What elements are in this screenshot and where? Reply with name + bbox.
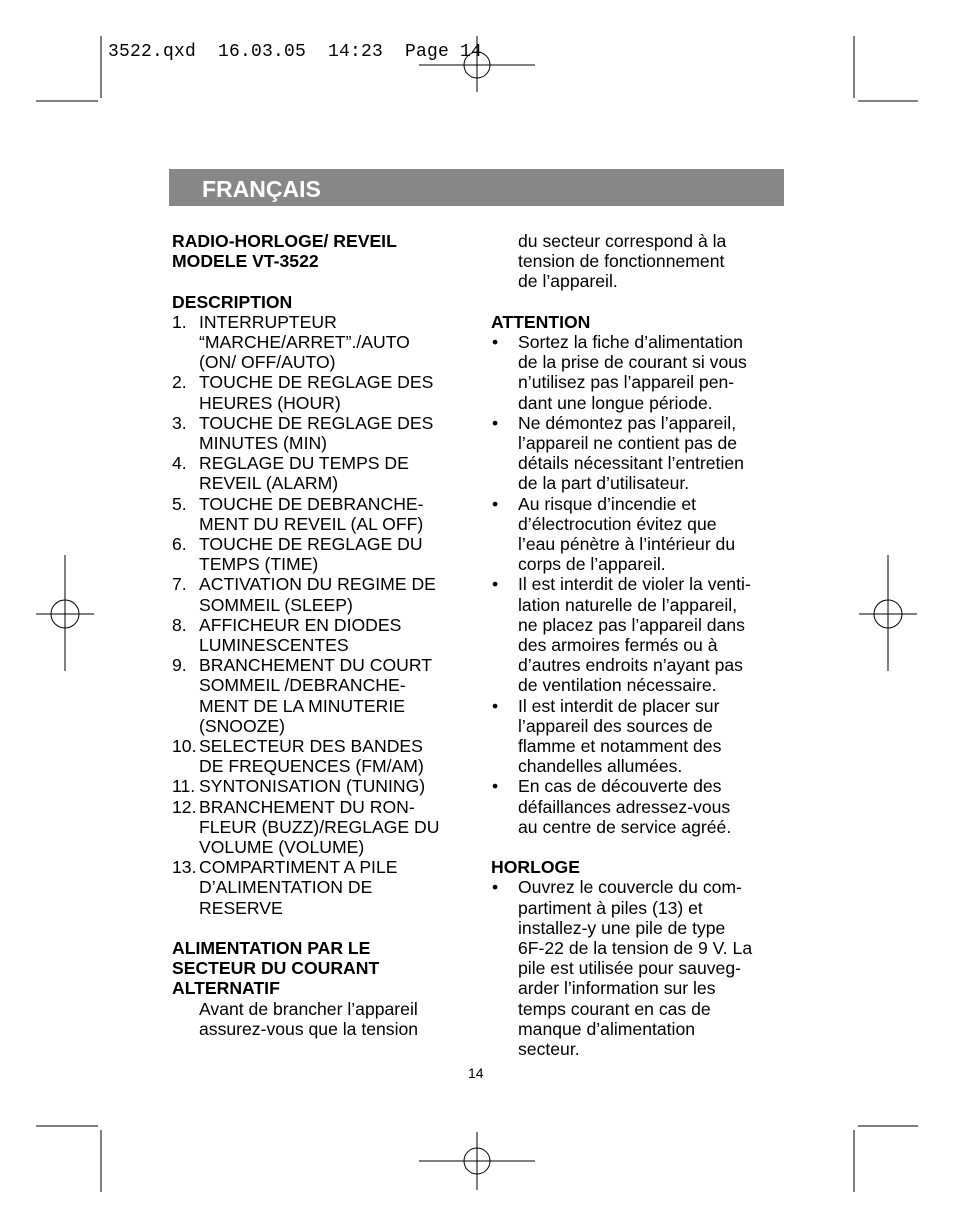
bullet-icon: • [492, 574, 499, 595]
item-text: INTERRUPTEUR “MARCHE/ARRET”./AUTO (ON/ OFF/AUTO) [199, 311, 410, 373]
description-item [172, 494, 462, 534]
description-list [172, 312, 462, 918]
description-item [172, 413, 462, 453]
bullet-text: Ouvrez le couvercle du com- partiment à piles (13) et installez-y une pile de type 6F-22 de la tension de 9 V. La pile est utilisée pour sauveg- arder l’information sur les temps courant en cas de manque d’alimentation secteur. [518, 877, 753, 1060]
item-text: COMPARTIMENT A PILE D’ALIMENTATION DE RESERVE [199, 857, 398, 918]
language-title: FRANÇAIS [202, 176, 321, 202]
attention-item [491, 696, 791, 777]
bullet-text: Sortez la fiche d’alimentation de la prise de courant si vous n’utilisez pas l’appareil pen- dant une longue période. [518, 332, 747, 413]
item-number: 13. [172, 857, 197, 878]
description-item [172, 615, 462, 655]
item-text: BRANCHEMENT DU RON- FLEUR (BUZZ)/REGLAGE DU VOLUME (VOLUME) [199, 796, 440, 858]
item-text: ACTIVATION DU REGIME DE SOMMEIL (SLEEP) [199, 574, 436, 615]
description-item [172, 534, 462, 574]
bullet-icon: • [492, 877, 499, 898]
description-item [172, 857, 462, 918]
item-text: BRANCHEMENT DU COURT SOMMEIL /DEBRANCHE- MENT DE LA MINUTERIE (SNOOZE) [199, 655, 432, 736]
product-title: RADIO-HORLOGE/ REVEIL MODELE VT-3522 [172, 231, 397, 272]
bullet-text: Au risque d’incendie et d’électrocution évitez que l’eau pénètre à l’intérieur du corps de l’appareil. [518, 493, 736, 575]
item-number: 7. [172, 574, 187, 595]
page-number: 14 [468, 1065, 484, 1081]
description-item [172, 453, 462, 493]
description-item [172, 655, 462, 736]
description-item [172, 797, 462, 858]
description-item [172, 736, 462, 776]
item-number: 2. [172, 372, 187, 393]
right-column [491, 231, 791, 1059]
bullet-icon: • [492, 412, 499, 433]
item-text: REGLAGE DU TEMPS DE REVEIL (ALARM) [199, 453, 409, 494]
attention-item [491, 494, 791, 575]
bullet-icon: • [492, 493, 499, 514]
item-number: 4. [172, 453, 187, 474]
attention-item [491, 776, 791, 837]
item-number: 5. [172, 493, 187, 514]
item-number: 6. [172, 534, 187, 555]
item-text: TOUCHE DE DEBRANCHE- MENT DU REVEIL (AL OFF) [199, 493, 424, 534]
bullet-text: Il est interdit de placer sur l’appareil des sources de flamme et notamment des chandelles allumées. [518, 695, 722, 777]
description-item [172, 372, 462, 412]
item-number: 3. [172, 412, 187, 433]
item-number: 11. [172, 776, 196, 797]
bullet-icon: • [492, 695, 499, 716]
item-text: SYNTONISATION (TUNING) [199, 776, 426, 797]
power-text-continued: du secteur correspond à la tension de fonctionnement de l’appareil. [518, 231, 727, 292]
item-number: 12. [172, 796, 197, 817]
attention-heading: ATTENTION [491, 311, 591, 332]
description-item [172, 312, 462, 373]
bullet-text: Il est interdit de violer la venti- lation naturelle de l’appareil, ne placez pas l’appareil dans des armoires fermés ou à d’autres endroits n’ayant pas de ventilation nécessaire. [518, 574, 751, 696]
description-item [172, 776, 462, 796]
clock-list [491, 877, 791, 1059]
description-heading: DESCRIPTION [172, 291, 293, 312]
item-number: 8. [172, 614, 187, 635]
clock-heading: HORLOGE [491, 857, 580, 878]
item-number: 1. [172, 311, 187, 332]
item-text: TOUCHE DE REGLAGE DU TEMPS (TIME) [199, 534, 423, 575]
attention-item [491, 413, 791, 494]
power-text: Avant de brancher l’appareil assurez-vous que la tension [199, 998, 419, 1039]
item-number: 9. [172, 655, 187, 676]
attention-list [491, 332, 791, 837]
item-text: TOUCHE DE REGLAGE DES MINUTES (MIN) [199, 412, 434, 454]
item-number: 10. [172, 736, 197, 757]
item-text: AFFICHEUR EN DIODES LUMINESCENTES [199, 614, 402, 656]
power-heading: ALIMENTATION PAR LE SECTEUR DU COURANT ALTERNATIF [172, 938, 380, 999]
attention-item [491, 332, 791, 413]
item-text: TOUCHE DE REGLAGE DES HEURES (HOUR) [199, 372, 434, 413]
description-item [172, 574, 462, 614]
language-header-bar [169, 169, 784, 206]
attention-item [491, 574, 791, 695]
item-text: SELECTEUR DES BANDES DE FREQUENCES (FM/AM) [199, 736, 424, 777]
bullet-icon: • [492, 332, 499, 352]
left-column [172, 231, 462, 1039]
bullet-text: En cas de découverte des défaillances adressez-vous au centre de service agréé. [518, 776, 732, 837]
bullet-text: Ne démontez pas l’appareil, l’appareil ne contient pas de détails nécessitant l’entretien de la part d’utilisateur. [518, 412, 744, 494]
bullet-icon: • [492, 776, 499, 797]
clock-item [491, 877, 791, 1059]
print-slug: 3522.qxd 16.03.05 14:23 Page 14 [108, 42, 483, 62]
